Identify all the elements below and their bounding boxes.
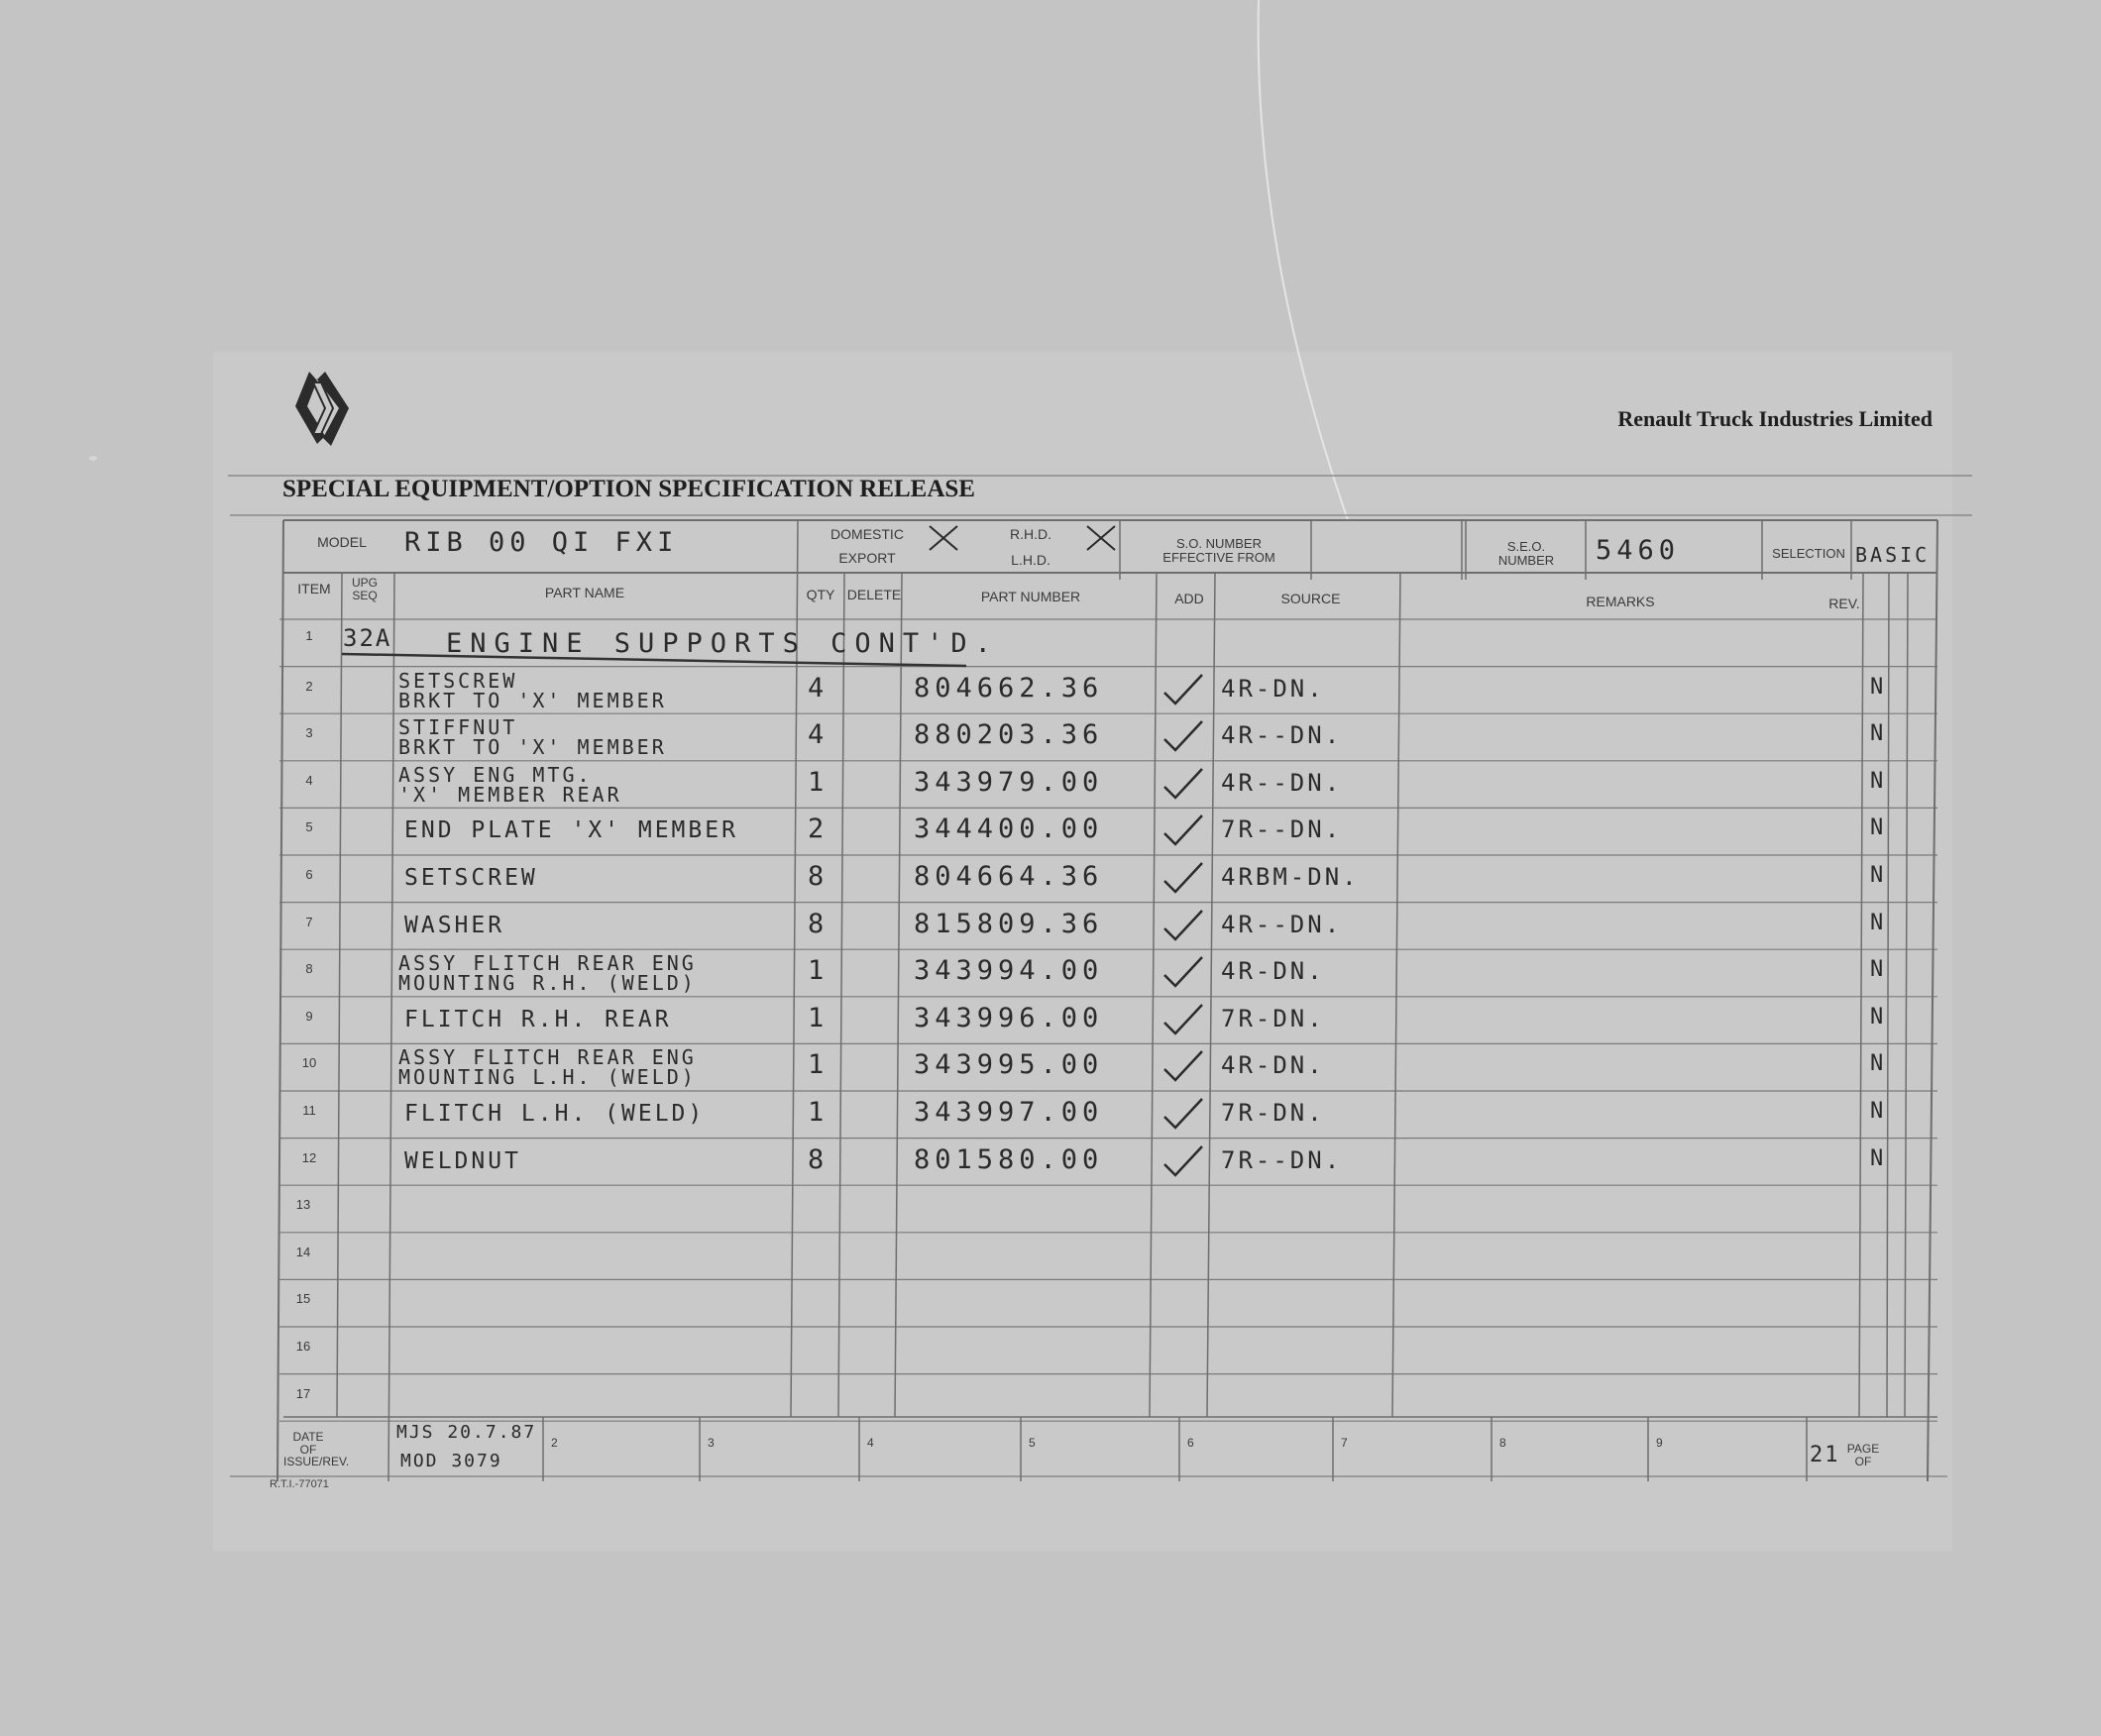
- grid-line: [1207, 573, 1215, 1417]
- upg-seq-value: 32A: [343, 624, 392, 652]
- quantity: 4: [808, 719, 829, 751]
- row-item-number: 8: [305, 961, 313, 977]
- model-value: RIB 00 QI FXI: [404, 527, 679, 558]
- part-name-line-2: 'X' MEMBER REAR: [398, 782, 622, 807]
- part-number: 344400.00: [914, 814, 1104, 845]
- grid-line: [337, 573, 342, 1417]
- add-checkmark-icon: [1161, 1003, 1205, 1036]
- part-name: FLITCH R.H. REAR: [404, 1006, 672, 1032]
- export-label: EXPORT: [838, 550, 896, 566]
- quantity: 1: [808, 766, 829, 798]
- source-code: 4R-DN.: [1221, 957, 1325, 986]
- row-item-number: 2: [305, 678, 313, 694]
- grid-line: [1859, 573, 1863, 1417]
- quantity: 4: [808, 672, 829, 704]
- part-name-line-1: SETSCREW: [398, 668, 518, 693]
- add-checkmark-icon: [1161, 673, 1205, 706]
- rev-mark: N: [1870, 863, 1884, 888]
- row-item-number: 11: [302, 1103, 316, 1118]
- row-item-number: 1: [305, 628, 313, 643]
- rev-mark: N: [1870, 957, 1884, 983]
- grid-line: [895, 573, 902, 1417]
- rhd-cross-icon: [1084, 523, 1118, 553]
- source-code: 4R--DN.: [1221, 768, 1343, 797]
- issue-column-number: 4: [867, 1436, 874, 1450]
- rev-mark: N: [1870, 1004, 1884, 1030]
- part-number: 343994.00: [914, 955, 1104, 987]
- part-name: END PLATE 'X' MEMBER: [404, 817, 738, 844]
- col-upg-seq: UPG SEQ: [351, 576, 378, 602]
- grid-line: [1887, 573, 1889, 1417]
- add-checkmark-icon: [1161, 1097, 1205, 1131]
- row-item-number: 7: [305, 914, 313, 929]
- row-item-number: 13: [295, 1197, 311, 1213]
- col-qty: QTY: [806, 587, 835, 602]
- issue-column-number: 6: [1187, 1436, 1194, 1450]
- document-title: SPECIAL EQUIPMENT/OPTION SPECIFICATION RELEASE: [282, 476, 975, 502]
- rev-mark: N: [1870, 1145, 1884, 1171]
- row-item-number: 4: [305, 772, 313, 788]
- rev-mark: N: [1870, 674, 1884, 700]
- source-code: 7R-DN.: [1221, 1099, 1325, 1127]
- grid-line: [277, 520, 283, 1481]
- grid-line: [1392, 573, 1400, 1417]
- rev-mark: N: [1870, 910, 1884, 935]
- page-number: 21: [1810, 1443, 1840, 1467]
- col-source: SOURCE: [1280, 591, 1341, 606]
- part-name: SETSCREW: [404, 865, 538, 891]
- part-name-line-2: MOUNTING R.H. (WELD): [398, 971, 697, 996]
- row-item-number: 6: [305, 867, 313, 882]
- add-checkmark-icon: [1161, 719, 1205, 753]
- part-number: 804662.36: [914, 672, 1104, 704]
- part-name: WASHER: [404, 912, 505, 938]
- quantity: 8: [808, 908, 829, 939]
- add-checkmark-icon: [1161, 1049, 1205, 1083]
- col-item: ITEM: [297, 581, 331, 597]
- source-code: 4R--DN.: [1221, 721, 1343, 750]
- row-item-number: 15: [295, 1291, 311, 1307]
- issue-column-number: 5: [1029, 1436, 1036, 1450]
- domestic-cross-icon: [927, 523, 960, 553]
- issue-column-number: 2: [551, 1436, 558, 1450]
- part-number: 343979.00: [914, 766, 1104, 798]
- part-name-line-2: BRKT TO 'X' MEMBER: [398, 688, 667, 712]
- rev-mark: N: [1870, 815, 1884, 841]
- row-item-number: 14: [295, 1244, 311, 1259]
- row-item-number: 12: [301, 1149, 317, 1165]
- seo-number-value: 5460: [1596, 535, 1681, 566]
- issue-entry-1: MJS 20.7.87: [396, 1422, 537, 1443]
- part-name-line-2: BRKT TO 'X' MEMBER: [398, 735, 667, 760]
- source-code: 4R-DN.: [1221, 1051, 1325, 1080]
- page-of-label: PAGE OF: [1846, 1442, 1880, 1468]
- quantity: 8: [808, 1143, 829, 1175]
- issue-column-number: 7: [1341, 1436, 1348, 1450]
- issue-column-number: 9: [1656, 1436, 1663, 1450]
- rev-mark: N: [1870, 1099, 1884, 1124]
- quantity: 1: [808, 955, 829, 987]
- part-name-line-1: STIFFNUT: [398, 715, 518, 740]
- part-name-line-2: MOUNTING L.H. (WELD): [398, 1065, 697, 1090]
- quantity: 1: [808, 1049, 829, 1081]
- selection-value: BASIC: [1855, 543, 1931, 567]
- lhd-label: L.H.D.: [1011, 552, 1050, 568]
- seo-number-label: S.E.O. NUMBER: [1497, 539, 1555, 568]
- row-item-number: 3: [305, 725, 313, 741]
- so-number-label: S.O. NUMBER EFFECTIVE FROM: [1162, 536, 1275, 565]
- row-item-number: 10: [301, 1055, 317, 1071]
- col-remarks: REMARKS: [1586, 594, 1655, 609]
- col-add: ADD: [1174, 591, 1204, 606]
- add-checkmark-icon: [1161, 861, 1205, 895]
- part-name-line-1: ASSY FLITCH REAR ENG: [398, 1045, 697, 1070]
- section-heading: ENGINE SUPPORTS CONT'D.: [446, 628, 999, 659]
- model-label: MODEL: [317, 534, 367, 550]
- grid-line: [388, 573, 394, 1481]
- source-code: 7R-DN.: [1221, 1004, 1325, 1032]
- part-number: 343996.00: [914, 1002, 1104, 1033]
- col-part-number: PART NUMBER: [980, 589, 1081, 604]
- form-code: R.T.I.-77071: [270, 1478, 329, 1490]
- grid-line: [838, 573, 844, 1417]
- col-delete: DELETE: [846, 587, 902, 602]
- company-name: Renault Truck Industries Limited: [1617, 406, 1933, 431]
- source-code: 4RBM-DN.: [1221, 863, 1360, 891]
- row-item-number: 16: [295, 1339, 311, 1354]
- source-code: 7R--DN.: [1221, 815, 1343, 844]
- grid-line: [1905, 573, 1908, 1417]
- grid-line: [1150, 573, 1157, 1417]
- quantity: 2: [808, 814, 829, 845]
- rev-mark: N: [1870, 1051, 1884, 1077]
- part-number: 343997.00: [914, 1097, 1104, 1128]
- rev-mark: N: [1870, 721, 1884, 747]
- part-number: 804664.36: [914, 861, 1104, 892]
- part-number: 343995.00: [914, 1049, 1104, 1081]
- quantity: 1: [808, 1002, 829, 1033]
- grid-line: [1928, 520, 1937, 1481]
- col-rev: REV.: [1828, 596, 1860, 611]
- row-item-number: 5: [305, 819, 313, 835]
- part-name: WELDNUT: [404, 1147, 521, 1174]
- add-checkmark-icon: [1161, 814, 1205, 847]
- add-checkmark-icon: [1161, 767, 1205, 801]
- add-checkmark-icon: [1161, 909, 1205, 942]
- source-code: 4R-DN.: [1221, 674, 1325, 703]
- part-name-line-1: ASSY FLITCH REAR ENG: [398, 951, 697, 976]
- selection-label: SELECTION: [1772, 546, 1845, 561]
- source-code: 7R--DN.: [1221, 1145, 1343, 1174]
- col-part-name: PART NAME: [544, 585, 625, 600]
- quantity: 1: [808, 1097, 829, 1128]
- add-checkmark-icon: [1161, 1144, 1205, 1178]
- rhd-label: R.H.D.: [1010, 526, 1051, 542]
- row-item-number: 9: [305, 1008, 313, 1024]
- row-item-number: 17: [295, 1385, 311, 1401]
- part-number: 880203.36: [914, 719, 1104, 751]
- issue-column-number: 8: [1499, 1436, 1506, 1450]
- issue-entry-2: MOD 3079: [400, 1451, 502, 1471]
- part-name: FLITCH L.H. (WELD): [404, 1101, 706, 1127]
- part-number: 801580.00: [914, 1143, 1104, 1175]
- date-of-issue-label: DATE OF ISSUE/REV.: [283, 1430, 350, 1469]
- add-checkmark-icon: [1161, 955, 1205, 989]
- part-number: 815809.36: [914, 908, 1104, 939]
- quantity: 8: [808, 861, 829, 892]
- rev-mark: N: [1870, 768, 1884, 794]
- part-name-line-1: ASSY ENG MTG.: [398, 762, 593, 787]
- domestic-label: DOMESTIC: [830, 526, 904, 542]
- source-code: 4R--DN.: [1221, 910, 1343, 938]
- issue-column-number: 3: [708, 1436, 715, 1450]
